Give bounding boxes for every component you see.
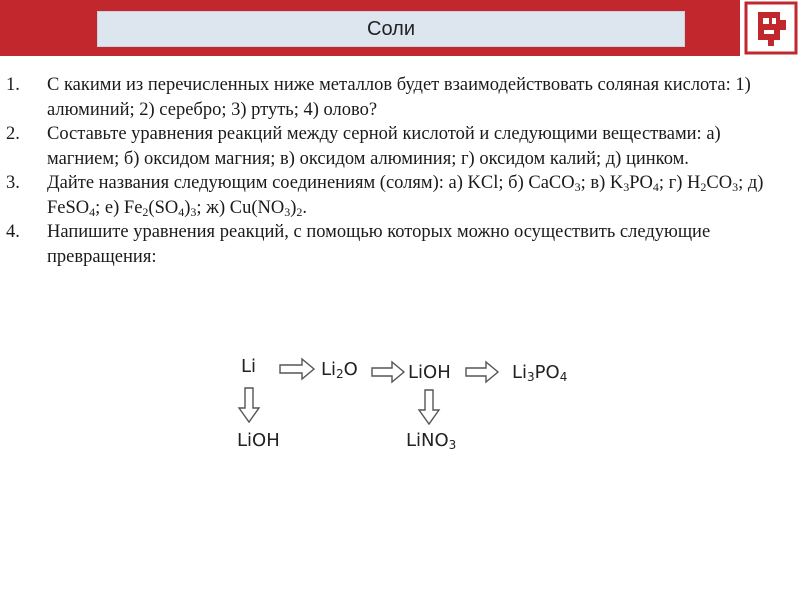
question-list bbox=[0, 73, 800, 269]
formula-lino3 bbox=[406, 430, 456, 452]
subscript: 3 bbox=[574, 180, 581, 194]
subscript: 4 bbox=[652, 180, 659, 194]
arrow-right-icon bbox=[280, 359, 314, 379]
text-part: ; ж) Cu(NO bbox=[196, 197, 285, 218]
formula-subscript: 4 bbox=[559, 370, 568, 384]
text-part: ; г) H bbox=[658, 173, 701, 193]
text-part: PO bbox=[629, 173, 653, 193]
text-part: ; в) K bbox=[580, 173, 624, 193]
text-part: . bbox=[302, 197, 308, 218]
formula-lioh-top: LiOH bbox=[408, 362, 451, 383]
question-4 bbox=[0, 220, 800, 269]
text-part: ; д) FeSO bbox=[47, 173, 764, 218]
formula-li2o bbox=[321, 359, 358, 381]
text-part: CO bbox=[706, 173, 733, 193]
question-number: 3. bbox=[6, 173, 20, 193]
text-part: ) bbox=[184, 197, 191, 218]
arrow-down-icon bbox=[419, 390, 439, 424]
subscript: 2 bbox=[296, 204, 303, 219]
text-part: Дайте названия следующим соединениям (солям): а) KCl; б) CaCO bbox=[47, 173, 575, 193]
subscript: 3 bbox=[190, 204, 197, 219]
arrow-right-icon bbox=[372, 362, 404, 382]
subscript: 3 bbox=[732, 180, 739, 194]
text-part: ; е) Fe bbox=[95, 197, 143, 218]
question-text bbox=[47, 173, 763, 218]
question-1 bbox=[0, 73, 800, 122]
formula-subscript: 2 bbox=[336, 367, 344, 381]
question-number: 1. bbox=[6, 75, 20, 95]
subscript: 4 bbox=[89, 204, 96, 219]
formula-subscript: 3 bbox=[527, 370, 535, 384]
subscript: 4 bbox=[178, 204, 185, 219]
question-text: Напишите уравнения реакций, с помощью которых можно осуществить следующие превращения: bbox=[47, 222, 711, 267]
slide-title-text: Соли bbox=[367, 17, 415, 40]
formula-li3po4 bbox=[512, 362, 567, 384]
arrow-right-icon bbox=[466, 362, 498, 382]
question-text: Составьте уравнения реакций между серной кислотой и следующими веществами: а) магнием; б) оксидом магния; в) оксидом алюминия; г) оксидом калий; д) цинком. bbox=[47, 124, 721, 169]
arrow-down-icon bbox=[239, 388, 259, 422]
question-2 bbox=[0, 122, 800, 171]
formula-subscript: 3 bbox=[448, 438, 457, 452]
formula-li: Li bbox=[241, 356, 257, 377]
formula-part: Li bbox=[321, 359, 337, 380]
text-part: (SO bbox=[148, 197, 179, 218]
subscript: 3 bbox=[284, 204, 291, 219]
question-text: С какими из перечисленных ниже металлов будет взаимодействовать соляная кислота: 1) алюминий; 2) серебро; 3) ртуть; 4) олово? bbox=[47, 75, 751, 120]
subscript: 2 bbox=[700, 180, 707, 194]
slide-title bbox=[97, 11, 685, 47]
question-3 bbox=[0, 171, 800, 220]
text-part: ) bbox=[290, 197, 297, 218]
formula-part: LiNO bbox=[406, 430, 449, 451]
robot-logo-icon bbox=[742, 0, 800, 56]
subscript: 2 bbox=[142, 204, 149, 219]
subscript: 3 bbox=[623, 180, 630, 194]
question-number: 4. bbox=[6, 222, 20, 242]
formula-part: Li bbox=[512, 362, 528, 383]
formula-part: PO bbox=[534, 362, 560, 383]
question-number: 2. bbox=[6, 124, 20, 144]
formula-part: O bbox=[343, 359, 358, 380]
formula-lioh-bottom: LiOH bbox=[237, 430, 280, 451]
